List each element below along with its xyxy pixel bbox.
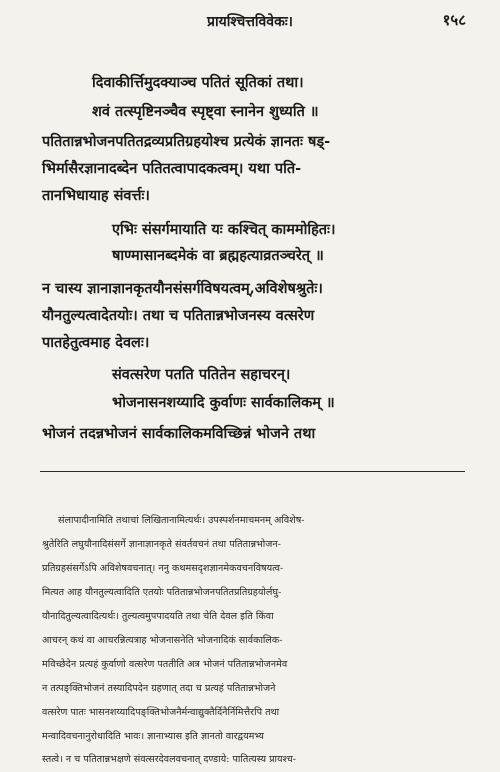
footnote-line: मविच्छेदेन प्रत्यहं कुर्वाणो वत्सरेण पततीति अत्र भोजनं पतितान्नभोजनमेव bbox=[42, 659, 288, 670]
footnote-line: प्रतिग्रहसंसर्गेऽपि अविशेषवचनात्। ननु कथमसदृशज्ञानमेकवचनविषयत्व- bbox=[42, 563, 284, 574]
footnote-line: श्रुतेरिति लघुयौनादिसंसर्गे ज्ञानाज्ञानकृते संवर्तवचनं तथा पतितान्नभोजन- bbox=[42, 539, 281, 550]
verse-line: एभिः संसर्गमायाति यः कश्चित् काममोहितः। bbox=[112, 221, 336, 238]
verse-line: षाण्मासानब्दमेकं वा ब्रह्महत्याव्रतञ्चरेत् ॥ bbox=[112, 247, 324, 264]
footnote-line: आचरन् कथं वा आचरन्नित्यत्राह भोजनासनेति भोजनादिकं सार्वकालिक- bbox=[42, 635, 283, 646]
footnote-divider bbox=[40, 471, 465, 472]
footnote-line: न तत्पङ्क्तिभोजनं तस्यादिपदेन ग्रहणात् तदा च प्रत्यहं पतितान्नभोजने bbox=[42, 683, 276, 694]
footnote-line: संलापादीनामिति तथाचां लिखितानामित्यर्थः। उपस्पर्शनमाचमनम् अविशेष- bbox=[58, 515, 305, 526]
prose-line: भोजनं तदन्नभोजनं सार्वकालिकमविच्छिन्नं भोजने तथा bbox=[42, 425, 316, 442]
prose-line: यौनतुल्यत्वादेतयोः। तथा च पतितान्नभोजनस्य वत्सरेण bbox=[42, 307, 315, 324]
footnote-line: यौनादितुल्यत्वादित्यर्थः। तुल्यत्वमुपपादयति तथा चेति देवल इति किंवा bbox=[42, 611, 274, 622]
page-number: १५८ bbox=[442, 11, 466, 29]
page-header bbox=[0, 10, 500, 36]
verse-line: दिवाकीर्त्तिमुदक्याञ्च पतितं सूतिकां तथा। bbox=[92, 74, 304, 91]
prose-line: पतितान्नभोजनपतितद्रव्यप्रतिग्रहयोश्च प्रत्येकं ज्ञानतः षड्- bbox=[42, 133, 331, 150]
prose-line: पातहेतुत्वमाह देवलः। bbox=[42, 334, 150, 351]
prose-line: न चास्य ज्ञानाज्ञानकृतयौनसंसर्गविषयत्वम्,अविशेषश्रुतेः। bbox=[42, 280, 323, 297]
footnote-line: मित्यत आह यौनतुल्यत्वादिति एतयोः पतितान्नभोजनपतितप्रतिग्रहयोर्लघु- bbox=[42, 587, 282, 598]
footnote-line: मन्वादिवचनानुरोधादिति भावः। ज्ञानाभ्यास इति ज्ञानतो वारद्वयमभ्य bbox=[42, 731, 264, 742]
prose-line: तानभिधायाह संवर्त्तः। bbox=[42, 187, 150, 204]
verse-line: संवत्सरेण पतति पतितेन सहाचरन्। bbox=[112, 366, 291, 383]
running-title: प्रायश्चित्तविवेकः। bbox=[207, 14, 293, 30]
footnote-line: वत्सरेण पातः भासनशय्यादिपङ्क्तिभोजनैर्मन्वाद्युक्तैर्दिनैर्निमित्तैरपि तथा bbox=[42, 707, 280, 718]
verse-line: शवं तत्स्पृष्टिनञ्चैव स्पृष्ट्वा स्नानेन शुध्यति ॥ bbox=[92, 103, 319, 120]
footnote-line: स्तत्वे। न च पतितान्नभक्षणे संवत्सरदेवलवचनात् दण्डाये: पातित्यस्य प्रायश्च- bbox=[42, 754, 296, 765]
prose-line: भिर्मासैरज्ञानादब्देन पतितत्वापादकत्वम्। यथा पति- bbox=[42, 160, 302, 177]
verse-line: भोजनासनशय्यादि कुर्वाणः सार्वकालिकम् ॥ bbox=[112, 394, 335, 411]
